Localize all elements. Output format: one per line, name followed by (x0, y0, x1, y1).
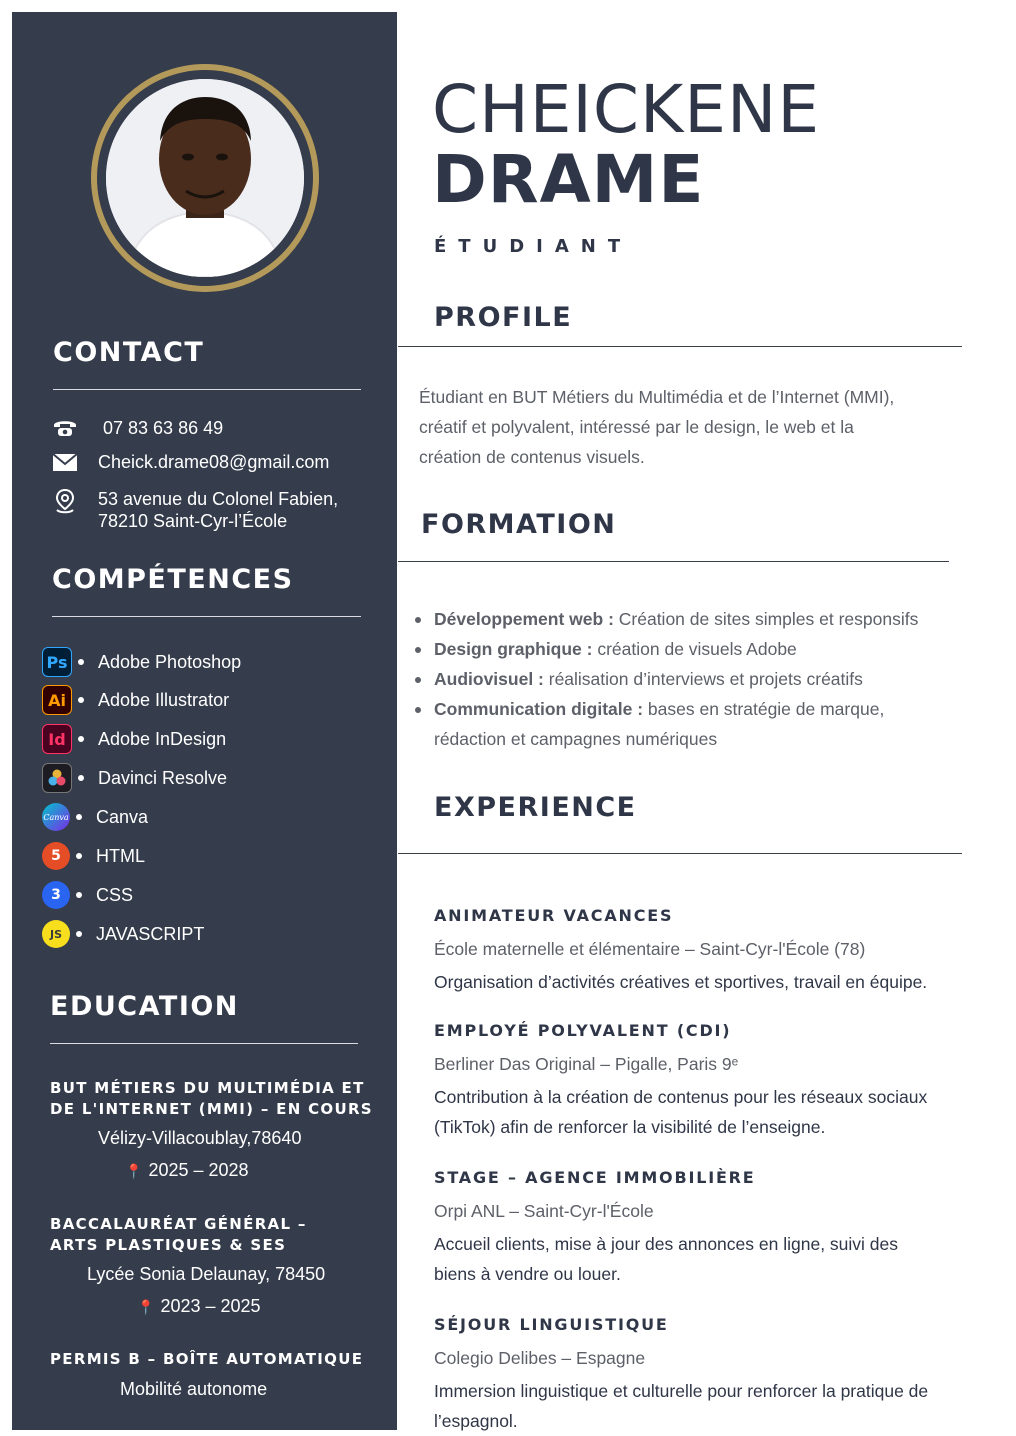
canva-icon: Canva (42, 803, 70, 831)
profile-divider (398, 346, 962, 347)
experience-divider (398, 853, 962, 854)
skill-label: CSS (96, 884, 134, 905)
profile-photo (106, 79, 304, 277)
formation-heading: FORMATION (421, 509, 617, 540)
experience-description: Organisation d’activités créatives et sportives, travail en équipe. (434, 972, 928, 992)
address-line-2: 78210 Saint-Cyr-l’École (98, 511, 288, 531)
pin-icon: 📍 (137, 1299, 155, 1315)
experience-entry (434, 1167, 1004, 1289)
education-heading: EDUCATION (50, 991, 239, 1022)
profile-photo-frame (91, 64, 319, 292)
formation-divider (398, 561, 949, 562)
experience-title: ANIMATEUR VACANCES (434, 906, 674, 925)
list-item: Design graphique : création de visuels Adobe (434, 634, 1004, 664)
skill-label: Adobe Illustrator (98, 689, 230, 710)
skill-label: HTML (96, 845, 145, 866)
skill-label: JAVASCRIPT (96, 923, 205, 944)
first-name: CHEICKENE (432, 71, 821, 148)
phone-number[interactable]: 07 83 63 86 49 (103, 418, 224, 438)
contact-divider (53, 389, 361, 390)
sidebar (12, 12, 397, 1430)
skill-davinci-resolve (42, 763, 227, 793)
education-entry-title: BUT MÉTIERS DU MULTIMÉDIA ET DE L'INTERNET (MMI) – EN COURS (50, 1079, 373, 1118)
experience-description: Accueil clients, mise à jour des annonces en ligne, suivi des biens à vendre ou louer. (434, 1234, 898, 1284)
skill-label: Adobe InDesign (98, 728, 227, 749)
contact-email (52, 451, 329, 473)
pin-icon: 📍 (125, 1163, 143, 1179)
education-entry-place: Vélizy-Villacoublay,78640 (98, 1128, 302, 1148)
education-entry-title: PERMIS B – BOÎTE AUTOMATIQUE (50, 1350, 364, 1368)
skill-label: Adobe Photoshop (98, 651, 242, 672)
experience-place: École maternelle et élémentaire – Saint-Cyr-l'École (78) (434, 939, 866, 959)
contact-heading: CONTACT (53, 337, 205, 368)
skill-label: Canva (96, 806, 149, 827)
experience-title: SÉJOUR LINGUISTIQUE (434, 1315, 669, 1334)
skill-photoshop (42, 647, 241, 677)
education-entry-title: BACCALAURÉAT GÉNÉRAL – ARTS PLASTIQUES & SES (50, 1215, 307, 1254)
last-name: DRAME (432, 141, 705, 218)
experience-entry (434, 905, 1004, 997)
skill-illustrator (42, 685, 229, 715)
contact-address (52, 488, 338, 532)
experience-description: Contribution à la création de contenus pour les réseaux sociaux (TikTok) afin de renforcer la visibilité de l’enseigne. (434, 1087, 928, 1137)
list-item: Communication digitale : bases en stratégie de marque, rédaction et campagnes numériques (434, 694, 1004, 754)
email-address[interactable]: Cheick.drame08@gmail.com (98, 452, 330, 472)
list-item: Audiovisuel : réalisation d’interviews et projets créatifs (434, 664, 1004, 694)
address-line-1: 53 avenue du Colonel Fabien, (98, 489, 339, 509)
photoshop-icon: Ps (42, 647, 72, 677)
job-title: ÉTUDIANT (434, 236, 633, 257)
education-entry-place: Mobilité autonome (120, 1379, 268, 1399)
css3-icon: 3 (42, 881, 70, 909)
experience-description: Immersion linguistique et culturelle pour renforcer la pratique de l’espagnol. (434, 1381, 929, 1431)
education-entry-place: Lycée Sonia Delaunay, 78450 (87, 1264, 326, 1284)
education-entry-years: 📍 2025 – 2028 (125, 1160, 249, 1180)
person-portrait (106, 79, 304, 277)
envelope-icon (52, 451, 78, 473)
experience-heading: EXPERIENCE (434, 792, 637, 823)
list-item: Développement web : Création de sites simples et responsifs (434, 604, 1004, 634)
experience-entry (434, 1020, 1004, 1142)
contact-phone (52, 417, 223, 439)
formation-list (434, 604, 1004, 754)
experience-place: Colegio Delibes – Espagne (434, 1348, 646, 1368)
skill-indesign (42, 724, 226, 754)
education-entry-years: 📍 2023 – 2025 (137, 1296, 261, 1316)
skills-heading: COMPÉTENCES (52, 564, 294, 595)
davinci-resolve-icon (42, 763, 72, 793)
experience-title: EMPLOYÉ POLYVALENT (CDI) (434, 1021, 732, 1040)
skill-javascript (42, 919, 204, 949)
skills-divider (52, 616, 361, 617)
html5-icon: 5 (42, 842, 70, 870)
skill-canva (42, 802, 148, 832)
phone-icon (52, 417, 78, 439)
skill-label: Davinci Resolve (98, 767, 228, 788)
indesign-icon: Id (42, 724, 72, 754)
education-divider (50, 1043, 358, 1044)
experience-title: STAGE – AGENCE IMMOBILIÈRE (434, 1168, 756, 1187)
illustrator-icon: Ai (42, 685, 72, 715)
javascript-icon: JS (42, 920, 70, 948)
skill-css (42, 880, 133, 910)
location-pin-icon (52, 488, 78, 514)
experience-place: Orpi ANL – Saint-Cyr-l'École (434, 1201, 654, 1221)
profile-text: Étudiant en BUT Métiers du Multimédia et de l’Internet (MMI), créatif et polyvalent, intéressé par le design, le web et la création de contenus visuels. (419, 387, 895, 467)
address-text (98, 488, 338, 532)
experience-place: Berliner Das Original – Pigalle, Paris 9ᵉ (434, 1054, 739, 1074)
profile-heading: PROFILE (434, 302, 573, 333)
experience-entry (434, 1314, 1004, 1436)
skill-html (42, 841, 145, 871)
